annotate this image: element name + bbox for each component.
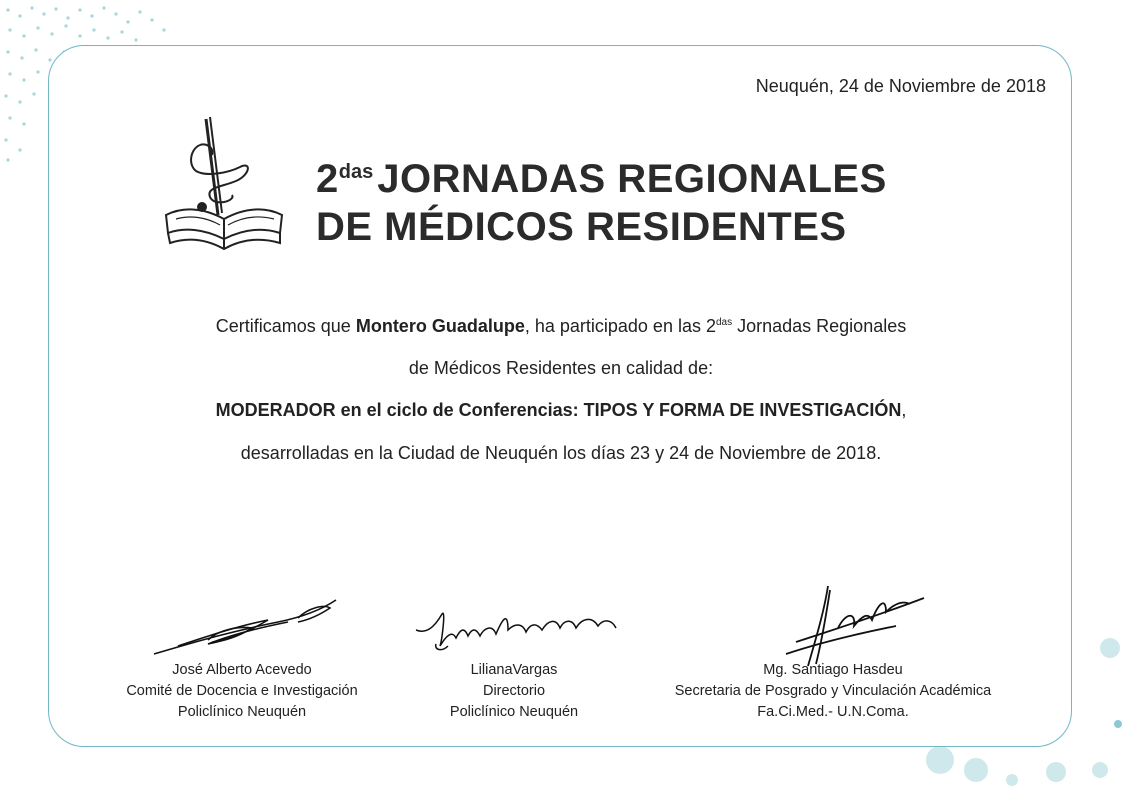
body-l3-post: , [901, 400, 907, 420]
participant-name: Montero Guadalupe [355, 316, 525, 336]
body-line-1 [0, 316, 1122, 337]
body-line-2: de Médicos Residentes en calidad de: [408, 358, 714, 378]
signatory-vargas [414, 660, 614, 723]
issue-date: Neuquén, 24 de Noviembre de 2018 [755, 76, 1046, 96]
signatory-name: José Alberto Acevedo [172, 662, 312, 678]
body-line-4: desarrolladas en la Ciudad de Neuquén los días 23 y 24 de Noviembre de 2018. [240, 443, 882, 463]
body-l1-post: Jornadas Regionales [732, 316, 907, 336]
body-l1-pre: Certificamos que [215, 316, 356, 336]
book-stethoscope-logo-icon [162, 115, 286, 260]
title-number: 2 [316, 157, 339, 201]
signature-acevedo [148, 596, 348, 666]
signatory-name: LilianaVargas [470, 662, 558, 678]
title-line-2: DE MÉDICOS RESIDENTES [316, 205, 847, 249]
signatory-org: Policlínico Neuquén [177, 704, 307, 720]
title-line-1 [316, 148, 887, 203]
signatory-name: Mg. Santiago Hasdeu [763, 662, 903, 678]
signatory-role: Secretaria de Posgrado y Vinculación Académica [674, 683, 992, 699]
role-description: MODERADOR en el ciclo de Conferencias: TIPOS Y FORMA DE INVESTIGACIÓN [215, 400, 902, 420]
signatory-org: Fa.Ci.Med.- U.N.Coma. [757, 704, 909, 720]
body-l1-sup: das [715, 317, 733, 328]
body-l1-mid: , ha participado en las 2 [524, 316, 716, 336]
certificate-title [316, 148, 887, 251]
signature-vargas [412, 600, 622, 660]
signatory-acevedo [92, 660, 392, 723]
signatory-org: Policlínico Neuquén [449, 704, 579, 720]
signatory-role: Directorio [482, 683, 546, 699]
signatory-hasdeu [648, 660, 1018, 723]
body-line-3 [0, 400, 1122, 421]
title-suffix: das [338, 161, 374, 183]
title-line-1-text: JORNADAS REGIONALES [377, 157, 887, 201]
signatory-role: Comité de Docencia e Investigación [126, 683, 358, 699]
